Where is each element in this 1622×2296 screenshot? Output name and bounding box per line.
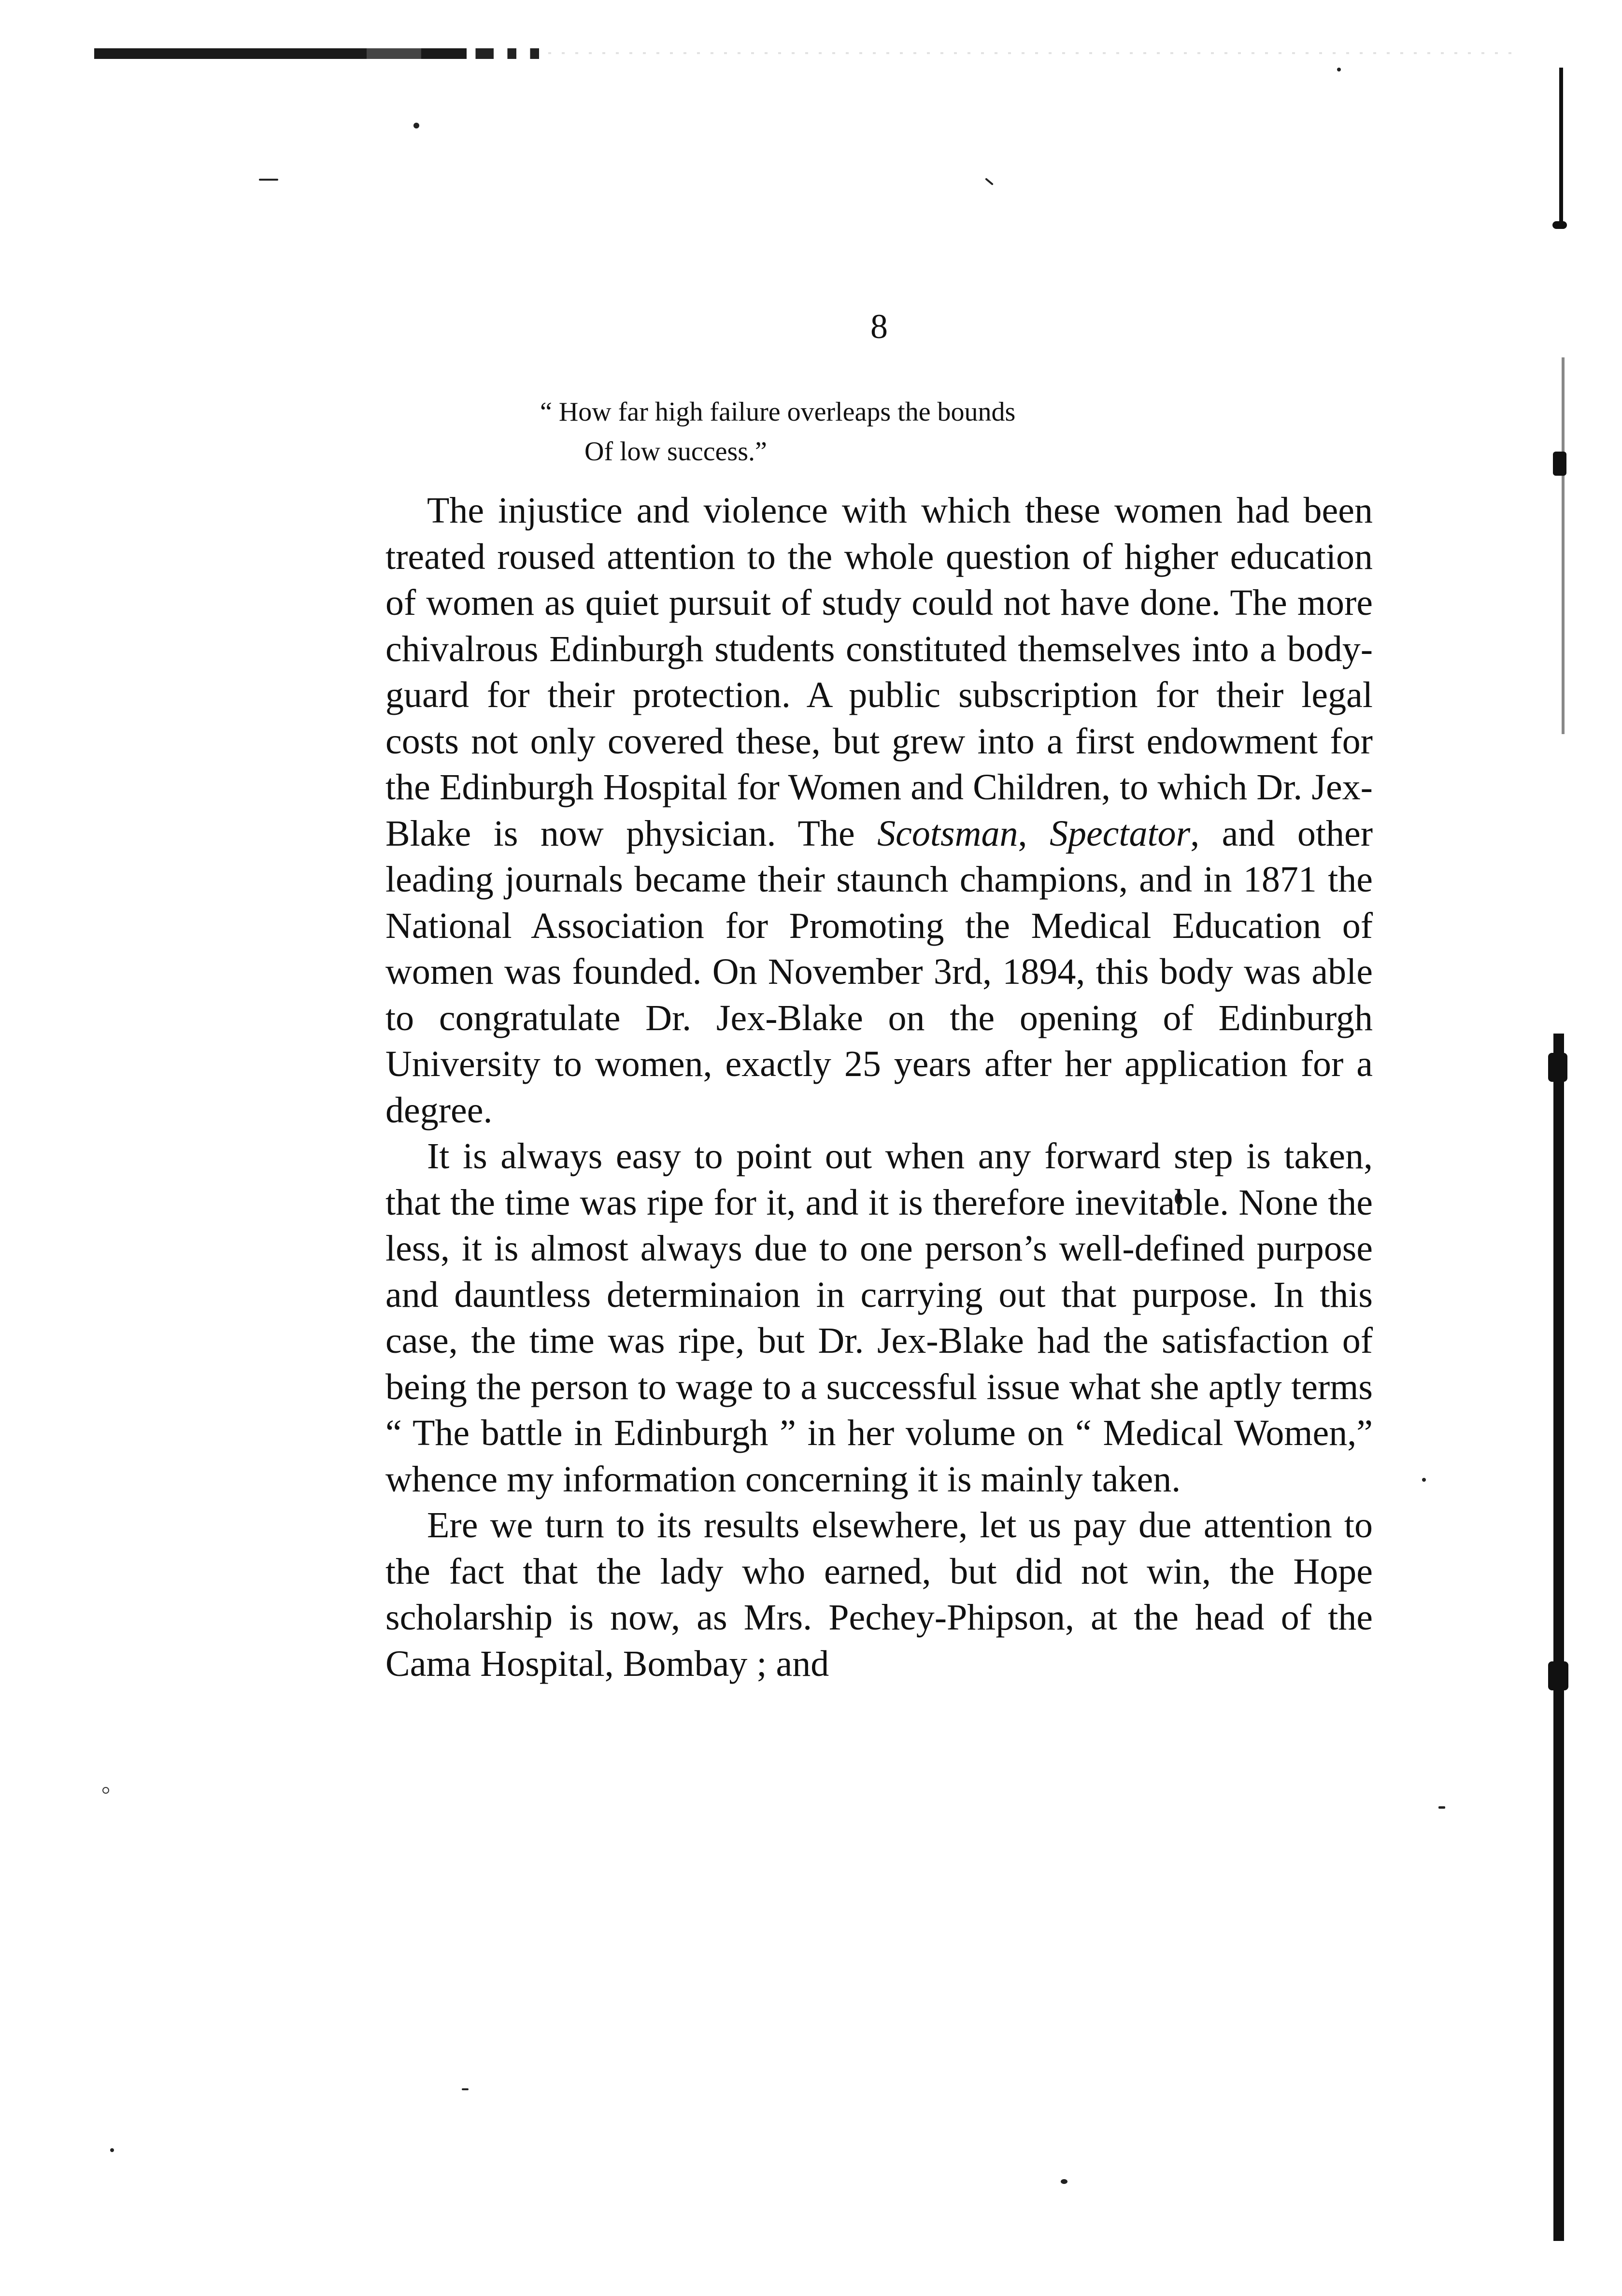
epigraph-line: “ How far high failure overleaps the bounds [540, 397, 1016, 427]
scan-speck [102, 1787, 109, 1794]
scan-edge-bar-mid [1562, 357, 1565, 734]
paragraph-text: The injustice and violence with which these women had been treated roused attention to the whole question of higher education of women as quiet pursuit of study could not have done. The more chivalrous Edinburgh students constituted themselves into a body-guard for their protection. A public subscription for their legal costs not only covered these, but grew into a first endowment for the Edinburgh Hospital for Women and Children, to which Dr. Jex-Blake is now physician. The [385, 490, 1373, 854]
scan-speck [462, 2088, 469, 2090]
scan-edge-bar-top [1559, 68, 1563, 227]
epigraph-line: Of low success.” [584, 437, 767, 467]
page-number: 8 [870, 307, 888, 346]
scan-speck [259, 179, 278, 181]
scan-speck [110, 2148, 114, 2152]
epigraph-quote [540, 392, 1216, 471]
paragraph-text: , and other leading journals became their staunch champions, and in 1871 the National Association for Promoting the Medical Education of women was founded. On November 3rd, 1894, this body was able to congratulate Dr. Jex-Blake on the opening of Edinburgh University to women, exactly 25 years after her application for a degree. [385, 813, 1373, 1131]
scan-top-rule [94, 48, 548, 59]
scan-top-rule-fade [548, 52, 1514, 54]
scan-speck [1061, 2179, 1067, 2184]
paragraph [385, 488, 1373, 1134]
journal-name-italic: Scotsman [877, 813, 1018, 854]
scan-speck [1438, 1806, 1445, 1809]
scan-speck [1337, 68, 1341, 71]
journal-name-italic: Spectator [1049, 813, 1191, 854]
scan-speck [1422, 1478, 1426, 1482]
paragraph: It is always easy to point out when any forward step is taken, that the time was ripe for it, and it is therefore inevitable. None the less, it is almost always due to one person’s well-defined purpose and dauntless determinaion in carrying out that purpose. In this case, the time was ripe, but Dr. Jex-Blake had the satisfaction of being the person to wage to a successful issue what she aptly terms “ The battle in Edinburgh ” in her volume on “ Medical Women,” whence my information concerning it is mainly taken. [385, 1136, 1373, 1500]
scan-edge-mark-2 [1553, 452, 1566, 476]
body-text [385, 488, 1373, 1687]
scan-edge-mark-3 [1548, 1053, 1567, 1082]
scan-speck [413, 123, 419, 128]
paragraph-separator: , [1018, 813, 1050, 854]
scan-edge-bar-long [1553, 1034, 1564, 2241]
scan-edge-mark-4 [1548, 1661, 1568, 1690]
paragraph: Ere we turn to its results elsewhere, let us pay due attention to the fact that the lady who earned, but did not win, the Hope scholarship is now, as Mrs. Pechey-Phipson, at the head of the Cama Hospital, Bombay ; and [385, 1505, 1373, 1684]
scan-speck [985, 178, 994, 185]
scan-edge-mark-1 [1552, 221, 1567, 229]
